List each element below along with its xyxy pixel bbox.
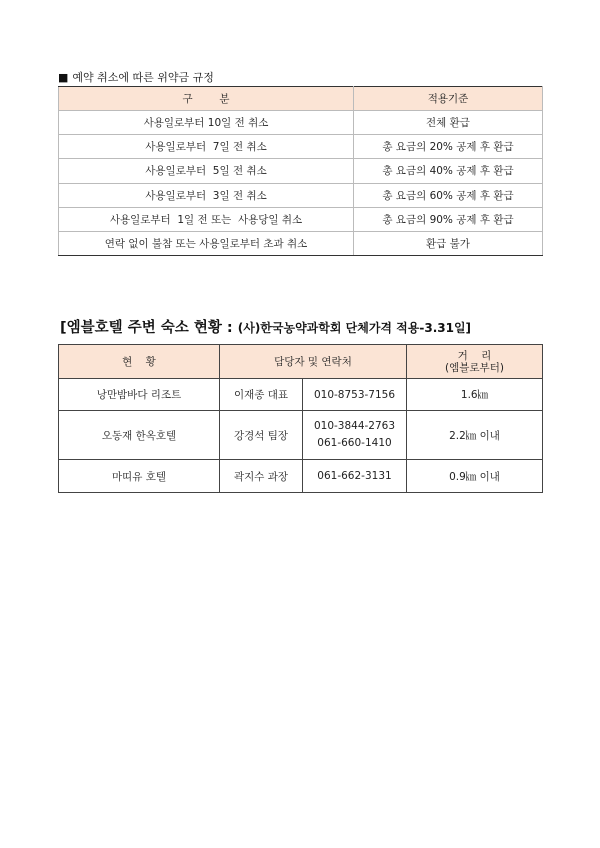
table-row	[59, 159, 543, 183]
condition-cell: 연락 없이 불참 또는 사용일로부터 초과 취소	[59, 231, 354, 255]
distance-cell: 0.9㎞ 이내	[407, 460, 543, 493]
cancellation-policy-table	[58, 86, 543, 256]
lodging-name-cell: 낭만밤바다 리조트	[59, 379, 220, 411]
lodging-title-sub: (사)한국농약과학회 단체가격 적용-3.31일]	[237, 321, 472, 335]
condition-cell: 사용일로부터 7일 전 취소	[59, 135, 354, 159]
table-row	[59, 183, 543, 207]
rule-cell: 전체 환급	[354, 111, 543, 135]
square-bullet-icon: ■	[58, 71, 69, 84]
table-header-row	[59, 345, 543, 379]
distance-cell: 2.2㎞ 이내	[407, 411, 543, 460]
phone-cell	[303, 411, 407, 460]
manager-cell: 강경석 팀장	[220, 411, 303, 460]
manager-cell: 이재종 대표	[220, 379, 303, 411]
header-distance	[407, 345, 543, 379]
header-category: 구 분	[59, 87, 354, 111]
phone-line: 061-660-1410	[317, 437, 392, 449]
lodging-table	[58, 344, 543, 493]
rule-cell: 총 요금의 40% 공제 후 환급	[354, 159, 543, 183]
condition-cell: 사용일로부터 1일 전 또는 사용당일 취소	[59, 207, 354, 231]
table-row	[59, 111, 543, 135]
phone-cell: 010-8753-7156	[303, 379, 407, 411]
lodging-name-cell: 마띠유 호텔	[59, 460, 220, 493]
table-row	[59, 231, 543, 255]
table-row	[59, 411, 543, 460]
condition-cell: 사용일로부터 5일 전 취소	[59, 159, 354, 183]
table-row	[59, 135, 543, 159]
header-distance-line1: 거 리	[457, 349, 492, 362]
table-header-row	[59, 87, 543, 111]
table-row	[59, 207, 543, 231]
phone-cell: 061-662-3131	[303, 460, 407, 493]
rule-cell: 총 요금의 90% 공제 후 환급	[354, 207, 543, 231]
lodging-title-main: [엠블호텔 주변 숙소 현황 :	[60, 320, 238, 336]
distance-cell: 1.6㎞	[407, 379, 543, 411]
condition-cell: 사용일로부터 10일 전 취소	[59, 111, 354, 135]
phone-line: 010-3844-2763	[313, 420, 396, 432]
lodging-name-cell: 오동재 한옥호텔	[59, 411, 220, 460]
condition-cell: 사용일로부터 3일 전 취소	[59, 183, 354, 207]
cancellation-title-text: 예약 취소에 따른 위약금 규정	[72, 71, 214, 84]
table-row	[59, 460, 543, 493]
manager-cell: 곽지수 과장	[220, 460, 303, 493]
header-contact: 담당자 및 연락처	[220, 345, 407, 379]
lodging-section-title	[60, 316, 471, 337]
table-row	[59, 379, 543, 411]
header-criteria: 적용기준	[354, 87, 543, 111]
rule-cell: 총 요금의 60% 공제 후 환급	[354, 183, 543, 207]
header-distance-line2: (엠블로부터)	[445, 361, 504, 374]
cancellation-section-title	[58, 69, 214, 85]
header-status: 현 황	[59, 345, 220, 379]
rule-cell: 환급 불가	[354, 231, 543, 255]
rule-cell: 총 요금의 20% 공제 후 환급	[354, 135, 543, 159]
